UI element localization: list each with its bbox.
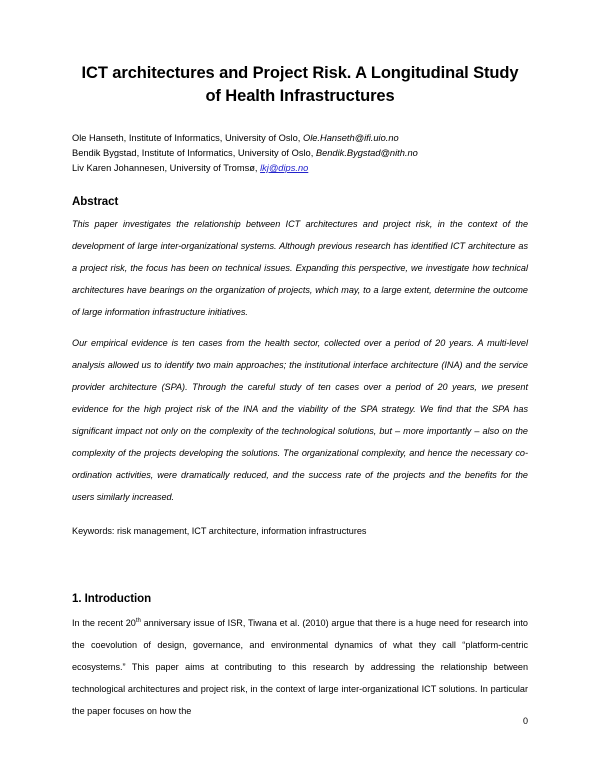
author-name-affiliation: Liv Karen Johannesen, University of Tromsø, bbox=[72, 162, 261, 173]
page-number: 0 bbox=[522, 716, 528, 726]
author-line bbox=[72, 161, 528, 176]
author-block bbox=[72, 131, 528, 176]
introduction-section bbox=[72, 593, 528, 722]
intro-text-before-superscript: In the recent 20 bbox=[72, 617, 136, 628]
ordinal-superscript: th bbox=[135, 617, 141, 624]
author-email: Ole.Hanseth@ifi.uio.no bbox=[302, 132, 399, 143]
page-content bbox=[72, 62, 528, 722]
author-line bbox=[72, 146, 528, 161]
abstract-heading: Abstract bbox=[72, 195, 119, 208]
author-name-affiliation: Bendik Bygstad, Institute of Informatics, University of Oslo, bbox=[72, 147, 316, 158]
abstract-paragraph: Our empirical evidence is ten cases from the health sector, collected over a period of 20 years. A multi-level analysis allowed us to identify two main approaches; the institutional interface architecture (INA) and the service provider architecture (SPA). Through the careful study of ten cases over a period of 20 years, we present evidence for the high project risk of the INA and the viability of the SPA strategy. We find that the SPA has significant impact not only on the complexity of the technological solutions, but – more importantly – also on the complexity of the projects developing the solutions. The organizational complexity, and hence the necessary co-ordination activities, were dramatically reduced, and the success rate of the projects and the benefits for the users similarly increased. bbox=[72, 337, 528, 502]
abstract-paragraph: This paper investigates the relationship between ICT architectures and project risk, in the context of the development of large inter-organizational systems. Although previous research has identified ICT architecture as a project risk, the focus has been on technical issues. Expanding this perspective, we investigate how technical architectures have bearings on the organization of projects, which may, to a large extent, determine the outcome of large information infrastructure initiatives. bbox=[72, 218, 528, 317]
author-email-link[interactable]: lkj@dips.no bbox=[260, 162, 309, 173]
introduction-paragraph bbox=[72, 612, 528, 722]
author-line bbox=[72, 131, 528, 146]
intro-text-after-superscript: anniversary issue of ISR, Tiwana et al. (2010) argue that there is a huge need for research into the coevolution of design, governance, and environmental dynamics of what they call “platform-centric ecosystems.” This paper aims at contributing to this research by addressing the relationship between technological architectures and project risk, in the context of large inter-organizational ICT solutions. In particular the paper focuses on how the bbox=[72, 617, 528, 716]
keywords-line: Keywords: risk management, ICT architecture, information infrastructures bbox=[72, 525, 367, 536]
introduction-heading: 1. Introduction bbox=[72, 592, 152, 605]
author-name-affiliation: Ole Hanseth, Institute of Informatics, University of Oslo, bbox=[72, 132, 303, 143]
author-email: Bendik.Bygstad@nith.no bbox=[315, 147, 418, 158]
page-title: ICT architectures and Project Risk. A Longitudinal Study of Health Infrastructures bbox=[81, 64, 519, 106]
